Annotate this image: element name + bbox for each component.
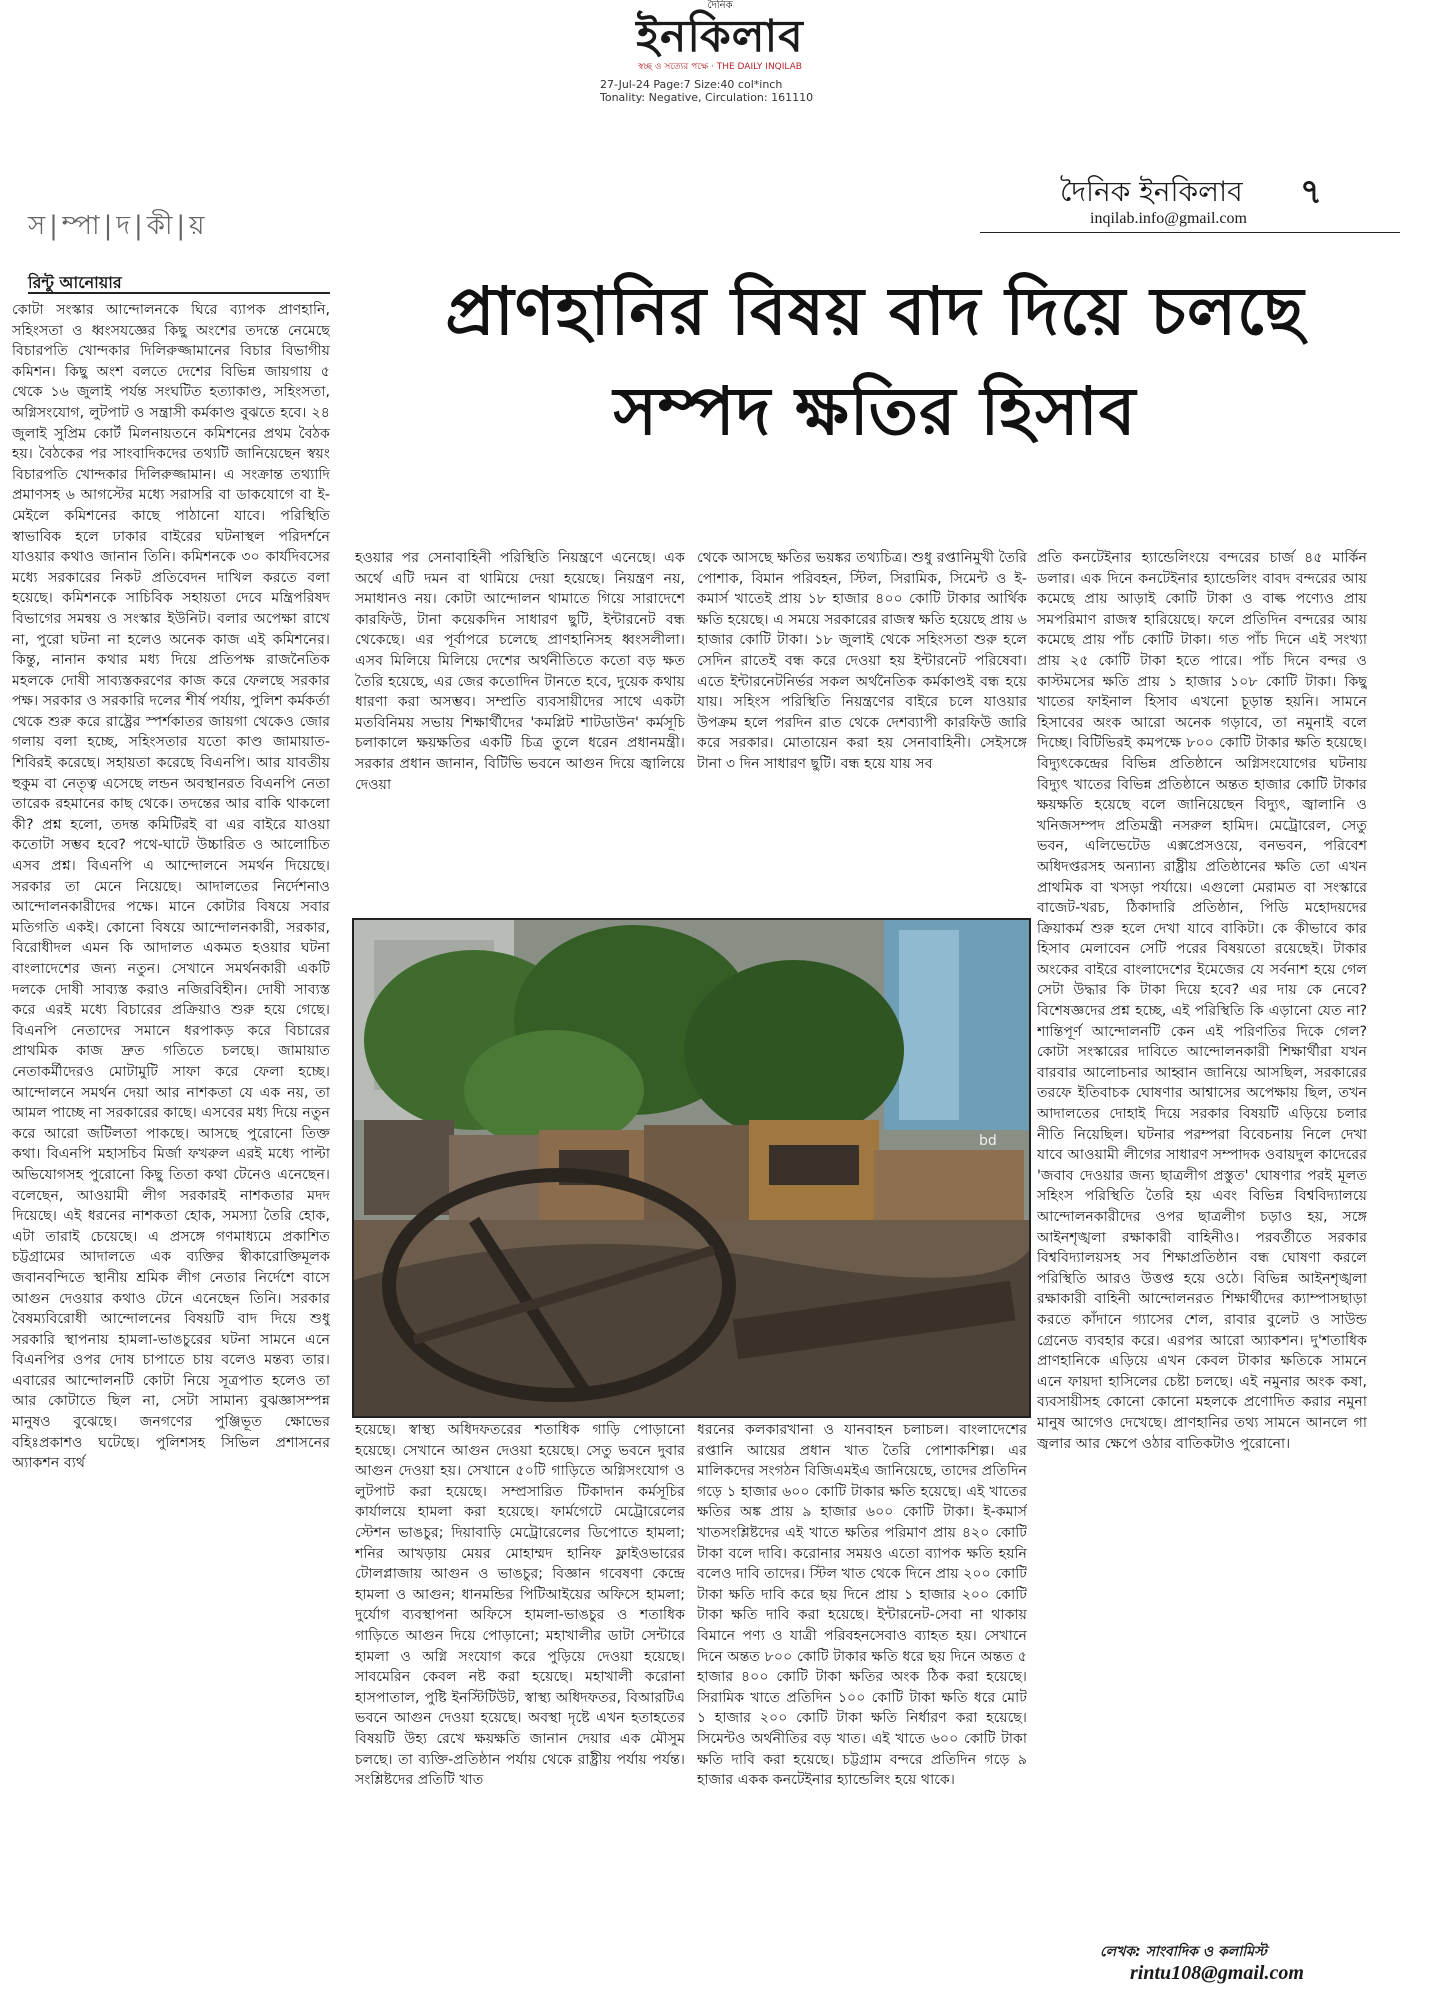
article-column-3-bottom <box>697 1420 1027 1995</box>
author-email: rintu108@gmail.com <box>1130 1962 1304 1984</box>
masthead-top-line: দৈনিক <box>707 0 733 11</box>
article-text-col3-bottom: ধরনের কলকারখানা ও যানবাহন চলাচল। বাংলাদেশের রপ্তানি আয়ের প্রধান খাত তৈরি পোশাকশিল্প। এর মালিকদের সংগঠন বিজিএমইএ জানিয়েছে, তাদের প্রতিদিন গড়ে ১ হাজার ৬০০ কোটি টাকার ক্ষতি হয়েছে। এই খাতের ক্ষতির অঙ্ক প্রায় ৯ হাজার ৬০০ কোটি টাকা। ই-কমার্স খাতসংশ্লিষ্টদের এই খাতে ক্ষতির পরিমাণ প্রায় ৪২০ কোটি টাকা বলে দাবি। করোনার সময়ও এতো ব্যাপক ক্ষতি হয়নি বলেও দাবি তাদের। স্টিল খাত থেকে দিনে প্রায় ২০০ কোটি টাকা ক্ষতি দাবি করে ছয় দিনে প্রায় ১ হাজার ২০০ কোটি টাকা ক্ষতি দাবি করা হয়েছে। ইন্টারনেট-সেবা না থাকায় বিমানে পণ্য ও যাত্রী পরিবহনসেবাও ব্যাহত হয়। সেখানে দিনে অন্তত ৮০০ কোটি টাকার ক্ষতি ধরে ছয় দিনে অন্তত ৫ হাজার ৪০০ কোটি টাকা ক্ষতির অংক ঠিক করা হয়েছে। সিরামিক খাতে প্রতিদিন ১০০ কোটি টাকা ক্ষতি ধরে মোট ১ হাজার ২০০ কোটি টাকা ক্ষতি নির্ধারণ করা হয়েছে। সিমেন্টও অর্থনীতির বড় খাত। এই খাতে ৬০০ কোটি টাকা ক্ষতি দাবি করা হয়েছে। চট্টগ্রাম বন্দরে প্রতিদিন গড়ে ৯ হাজার একক কনটেইনার হ্যান্ডেলিং হয়ে থাকে। <box>697 1422 1027 1789</box>
clip-meta <box>600 78 840 104</box>
masthead-slogan: স্বচ্ছ ও সত্যের পক্ষে <box>638 62 709 72</box>
headline <box>345 262 1405 462</box>
section-label: স|ম্পা|দ|কী|য় <box>28 211 209 241</box>
article-text-col1: কোটা সংস্কার আন্দোলনকে ঘিরে ব্যাপক প্রাণহানি, সহিংসতা ও ধ্বংসযজ্ঞের কিছু অংশের তদন্তে নেমেছে বিচারপতি খোন্দকার দিলিরুজ্জামানের বিচার বিভাগীয় কমিশন। কিছু অংশ বলতে দেশের বিভিন্ন জায়গায় ৫ থেকে ১৬ জুলাই পর্যন্ত সংঘটিত হত্যাকাণ্ড, সহিংসতা, অগ্নিসংযোগ, লুটপাট ও সন্ত্রাসী কর্মকাণ্ড বুঝতে হবে। ২৪ জুলাই সুপ্রিম কোর্ট মিলনায়তনে কমিশনের প্রথম বৈঠক হয়। বৈঠকের পর সাংবাদিকদের তথ্যটি জানিয়েছেন স্বয়ং বিচারপতি খোন্দকার দিলিরুজ্জামান। এ সংক্রান্ত তথ্যাদি প্রমাণসহ ৬ আগস্টের মধ্যে সরাসরি বা ডাকযোগে বা ই-মেইলে কমিশনের কাছে পাঠানো যাবে। পরিস্থিতি স্বাভাবিক হলে ঢাকার বাইরের ঘটনাস্থল পরিদর্শনে যাওয়ার কথাও জানান তিনি। কমিশনকে ৩০ কার্যদিবসের মধ্যে সরকারের নিকট প্রতিবেদন দাখিল করতে বলা হয়েছে। কমিশনকে সাচিবিক সহায়তা দেবে মন্ত্রিপরিষদ বিভাগের সমন্বয় ও সংস্কার ইউনিট। বলার অপেক্ষা রাখে না, পুরো ঘটনা না হলেও অনেক কাজ এই কমিশনের। কিন্তু, নানান কথার মধ্য দিয়ে প্রতিপক্ষ রাজনৈতিক মহলকে দোষী সাব্যস্তকরণের কাজ করে ফেলছে সরকার পক্ষ। সরকার ও সরকারি দলের শীর্ষ পর্যায়, পুলিশ কর্মকর্তা থেকে শুরু করে রাষ্ট্রের স্পর্শকাতর জায়গা থেকেও জোর গলায় বলা হচ্ছে, সহিংসতার যতো কাণ্ড জামায়াত-শিবিরই করেছে। সহায়তা করেছে বিএনপি। আর যাবতীয় হুকুম বা নেতৃত্ব এসেছে লন্ডন অবস্থানরত বিএনপি নেতা তারেক রহমানের কাছ থেকে। তদন্তের আর বাকি থাকলো কী? প্রশ্ন হলো, তদন্ত কমিটিরই বা এর বাইরে যাওয়া কতোটা সম্ভব হবে? পথে-ঘাটে উচ্চারিত ও আলোচিত এসব প্রশ্ন। বিএনপি এ আন্দোলনে সমর্থন দিয়েছে। সরকার তা মেনে নিয়েছে। আদালতের নির্দেশনাও আন্দোলনকারীদের পক্ষে। মানে কোটার বিষয়ে সবার মতিগতি একই। কোনো বিষয়ে আন্দোলনকারী, সরকার, বিরোধীদল এমন কি আদালত একমত হওয়ার ঘটনা বাংলাদেশের জন্য নতুন। সেখানে সমর্থনকারী একটি দলকে দোষী সাব্যস্ত করাও নজিরবিহীন। দোষী সাব্যস্ত করে এরই মধ্যে বিচারের প্রক্রিয়াও শুরু হয়ে গেছে। বিএনপি নেতাদের সমানে ধরপাকড় করে বিচারের প্রাথমিক কাজ দ্রুত গতিতে চলছে। জামায়াত নেতাকর্মীদেরও মোটামুটি সাফা করে ফেলা হচ্ছে। আন্দোলনে সমর্থন দেয়া আর নাশকতা যে এক নয়, তা আমল পাচ্ছে না সরকারের কাছে। এসবের মধ্য দিয়ে নতুন করে আরো জটিলতা পাকছে। আসছে পুরোনো তিক্ত কথা। বিএনপি মহাসচিব মির্জা ফখরুল এরই মধ্যে পাল্টা অভিযোগসহ পুরোনো কিছু তিতা কথা টেনেও এনেছেন। বলেছেন, আওয়ামী লীগ সরকারই নাশকতার মদদ দিয়েছে। এই ধরনের নাশকতা হোক, সমস্যা তৈরি হোক, এটা তারাই চেয়েছে। এ প্রসঙ্গে গণমাধ্যমে প্রকাশিত চট্টগ্রামের আদালতে এক ব্যক্তির স্বীকারোক্তিমূলক জবানবন্দিতে স্থানীয় শ্রমিক লীগ নেতার নির্দেশে বাসে আগুন দেওয়ার কথাও টেনে এনেছেন তিনি। সরকার বৈষম্যবিরোধী আন্দোলনের বিষয়টি বাদ দিয়ে শুধু সরকারি স্থাপনায় হামলা-ভাঙচুরের ঘটনা সামনে এনে বিএনপির ওপর দোষ চাপাতে চায় বলেও মন্তব্য তার। এবারের আন্দোলনটি কোটা নিয়ে সূত্রপাত হলেও তা আর কোটাতে ছিল না, সেটা সামান্য বুঝজ্ঞাসম্পন্ন মানুষও বুঝেছে। জনগণের পুঞ্জিভূত ক্ষোভের বহিঃপ্রকাশও ঘটেছে। পুলিশসহ সিভিল প্রশাসনের অ্যাকশন ব্যর্থ <box>12 302 330 1472</box>
article-text-col3-top: থেকে আসছে ক্ষতির ভয়ঙ্কর তথ্যচিত্র। শুধু রপ্তানিমুখী তৈরি পোশাক, বিমান পরিবহন, স্টিল, সিরামিক, সিমেন্ট ও ই-কমার্স খাতেই প্রায় ১৮ হাজার ৪০০ কোটি টাকার আর্থিক ক্ষতি হয়েছে। এ সময়ে সরকারের রাজস্ব ক্ষতি হয়েছে প্রায় ৬ হাজার কোটি টাকা। ১৮ জুলাই থেকে সহিংসতা শুরু হলে সেদিন রাতেই বন্ধ করে দেওয়া হয় ইন্টারনেট পরিষেবা। এতে ইন্টারনেটনির্ভর সকল অর্থনৈতিক কর্মকাণ্ডই বন্ধ হয়ে যায়। সহিংস পরিস্থিতি নিয়ন্ত্রণের বাইরে চলে যাওয়ার উপক্রম হলে পরদিন রাত থেকে দেশব্যাপী কারফিউ জারি করে সরকার। মোতায়েন করা হয় সেনাবাহিনী। সেইসঙ্গে টানা ৩ দিন সাধারণ ছুটি। বন্ধ হয়ে যায় সব <box>697 550 1027 772</box>
article-column-3-top <box>697 548 1027 873</box>
author-name: রিন্টু আনোয়ার <box>28 273 122 292</box>
article-text-col4: প্রতি কনটেইনার হ্যান্ডেলিংয়ে বন্দরের চার্জ ৪৫ মার্কিন ডলার। এক দিনে কনটেইনার হ্যান্ডেলিং বাবদ বন্দরের আয় কমেছে প্রায় আড়াই কোটি টাকা ও বাল্ক পণ্যেও প্রায় সমপরিমাণ রাজস্ব হারিয়েছে। ফলে প্রতিদিন বন্দরের আয় কমেছে প্রায় পাঁচ কোটি টাকা। গত পাঁচ দিনে এই সংখ্যা প্রায় ২৫ কোটি টাকা হতে পারে। পাঁচ দিনে বন্দর ও কাস্টমসের ক্ষতি প্রায় ১ হাজার ১০৮ কোটি টাকা। কিছু খাতের ফাইনাল হিসাব এখনো চূড়ান্ত হয়নি। সামনে হিসাবের অংক আরো অনেক গড়াবে, তা নমুনাই বলে দিচ্ছে। বিটিভিরই কমপক্ষে ৮০০ কোটি টাকার ক্ষতি হয়েছে। বিদ্যুৎকেন্দ্রের বিভিন্ন প্রতিষ্ঠানে অগ্নিসংযোগের ঘটনায় বিদ্যুৎ খাতের বিভিন্ন প্রতিষ্ঠানে অন্তত হাজার কোটি টাকার ক্ষয়ক্ষতি হয়েছে বলে জানিয়েছেন বিদ্যুৎ, জ্বালানি ও খনিজসম্পদ প্রতিমন্ত্রী নসরুল হামিদ। মেট্রোরেল, সেতু ভবন, এলিভেটেড এক্সপ্রেসওয়ে, বনভবন, পরিবেশ অধিদপ্তরসহ অন্যান্য রাষ্ট্রীয় প্রতিষ্ঠানের ক্ষতি তো এখন প্রাথমিক বা খসড়া পর্যায়ে। এগুলো মেরামত বা সংস্কারে বাজেট-খরচ, ঠিকাদারি প্রতিষ্ঠান, পিডি মহোদয়দের ক্রিয়াকর্ম শুরু হলে দেখা যাবে বাকিটা। কে কীভাবে কার হিসাব মেলাবেন সেটি পরের বিষয়তো রয়েছেই। টাকার অংকের বাইরে বাংলাদেশের ইমেজের যে সর্বনাশ হয়ে গেল সেটা উদ্ধার কি টাকা দিয়ে হবে? এর দায় কে নেবে? বিশেষজ্ঞদের প্রশ্ন হচ্ছে, এই পরিস্থিতি কি এড়ানো যেত না? শান্তিপূর্ণ আন্দোলনটি কেন এই পরিণতির দিকে গেল? কোটা সংস্কারের দাবিতে আন্দোলনকারী শিক্ষার্থীরা যখন বারবার আলোচনার আহ্বান জানিয়ে আসছিল, সরকারের তরফে ইতিবাচক ঘোষণার আশ্বাসের অপেক্ষায় ছিল, তখন আদালতের দোহাই দিয়ে সরকার বিষয়টি এড়িয়ে চলার নীতি নিয়েছিল। ঘটনার পরম্পরা বিবেচনায় নিলে দেখা যাবে আওয়ামী লীগের সাধারণ সম্পাদক ওবায়দুল কাদেরের 'জবাব দেওয়ার জন্য ছাত্রলীগ প্রস্তুত' ঘোষণার পরই মূলত সহিংস পরিস্থিতি তৈরি হয় এবং বিভিন্ন বিশ্ববিদ্যালয়ে আন্দোলনকারীদের ওপর ছাত্রলীগ চড়াও হয়, সঙ্গে আইনশৃঙ্খলা রক্ষাকারী বাহিনীও। পরবর্তীতে সরকার বিশ্ববিদ্যালয়সহ সব শিক্ষাপ্রতিষ্ঠান বন্ধ ঘোষণা করলে পরিস্থিতি আরও উত্তপ্ত হয়ে ওঠে। বিভিন্ন আইনশৃঙ্খলা রক্ষাকারী বাহিনী আন্দোলনরত শিক্ষার্থীদের ক্যাম্পাসছাড়া করতে কাঁদানে গ্যাসের শেল, রাবার বুলেট ও সাউন্ড গ্রেনেড ব্যবহার করে। এরপর আরো অ্যাকশন। দু'শতাধিক প্রাণহানিকে এড়িয়ে এখন কেবল টাকার ক্ষতিকে সামনে এনে ফায়দা হাসিলের চেষ্টা চলছে। এই নমুনার অংক কষা, ব্যবসায়ীসহ কোনো কোনো মহলকে প্রণোদিত করার নমুনা মানুষ আগেও দেখেছে। প্রাণহানির তথ্য সামনে আনলে গা জ্বলার আর ক্ষেপে ওঠার বাতিকটাও পুরোনো। <box>1037 550 1367 1452</box>
clip-meta-line1: 27-Jul-24 Page:7 Size:40 col*inch <box>600 78 783 91</box>
masthead-english: THE DAILY INQILAB <box>716 62 802 72</box>
headline-line1: প্রাণহানির বিষয় বাদ দিয়ে চলছে <box>445 273 1305 350</box>
headline-line2: সম্পদ ক্ষতির হিসাব <box>613 373 1137 450</box>
article-column-4 <box>1037 548 1367 1908</box>
paper-name: দৈনিক ইনকিলাব <box>1060 175 1243 208</box>
masthead-title: ইনকিলাব <box>636 11 804 62</box>
article-text-col2-top: হওয়ার পর সেনাবাহিনী পরিস্থিতি নিয়ন্ত্রণে এনেছে। এক অর্থে এটি দমন বা থামিয়ে দেয়া হয়েছে। নিয়ন্ত্রণ নয়, সমাধানও নয়। কোটা আন্দোলন থামাতে গিয়ে সারাদেশে কারফিউ, টানা কয়েকদিন সাধারণ ছুটি, ইন্টারনেট বন্ধ থেকেছে। এর পূর্বাপরে চলেছে প্রাণহানিসহ ধ্বংসলীলা। এসব মিলিয়ে মিলিয়ে দেশের অর্থনীতিতে কতো বড় ক্ষত তৈরি হয়েছে, এর জের কতোদিন টানতে হবে, দুয়েক কথায় ধারণা করা অসম্ভব। সম্প্রতি ব্যবসায়ীদের সাথে একটা মতবিনিময় সভায় শিক্ষার্থীদের 'কমপ্লিট শাটডাউন' কর্মসূচি চলাকালে ক্ষয়ক্ষতির একটি চিত্র তুলে ধরেন প্রধানমন্ত্রী। সরকার প্রধান জানান, বিটিভি ভবনে আগুন দিয়ে জ্বালিয়ে দেওয়া <box>355 550 685 793</box>
masthead-logo: দৈনিক ইনকিলাব স্বচ্ছ ও সত্যের পক্ষে · THE DAILY INQILAB <box>560 0 880 72</box>
author-byline: লেখক: সাংবাদিক ও কলামিস্ট <box>1100 1944 1267 1960</box>
article-column-1 <box>12 300 330 2000</box>
article-column-2-top <box>355 548 685 873</box>
article-text-col2-bottom: হয়েছে। স্বাস্থ্য অধিদফতরের শতাধিক গাড়ি পোড়ানো হয়েছে। সেখানে আগুন দেওয়া হয়েছে। সেতু ভবনে দুবার আগুন দেওয়া হয়। সেখানে ৫০টি গাড়িতে অগ্নিসংযোগ ও লুটপাট করা হয়েছে। সম্প্রসারিত টিকাদান কর্মসূচির কার্যালয়ে হামলা করা হয়েছে। ফার্মগেটে মেট্রোরেলের স্টেশন ভাঙচুর; দিয়াবাড়ি মেট্রোরেলের ডিপোতে হামলা; শনির আখড়ায় মেয়র মোহাম্মদ হানিফ ফ্লাইওভারের টোলপ্লাজায় আগুন ও ভাঙচুর; বিজ্ঞান গবেষণা কেন্দ্রে হামলা ও আগুন; ধানমন্ডির পিটিআইয়ের অফিসে হামলা; দুর্যোগ ব্যবস্থাপনা অফিসে হামলা-ভাঙচুর ও শতাধিক গাড়িতে আগুন দিয়ে পোড়ানো; মহাখালীর ডাটা সেন্টারে হামলা ও অগ্নি সংযোগ করে পুড়িয়ে দেওয়া হয়েছে। সাবমেরিন কেবল নষ্ট করা হয়েছে। মহাখালী করোনা হাসপাতাল, পুষ্টি ইনস্টিটিউট, স্বাস্থ্য অধিদফতর, বিআরটিএ ভবনে আগুন দেওয়া হয়েছে। অবস্থা দৃষ্টে এখন হতাহতের বিষয়টি উহ্য রেখে ক্ষয়ক্ষতি জানান দেয়ার এক মৌসুম চলছে। তা ব্যক্তি-প্রতিষ্ঠান পর্যায় থেকে রাষ্ট্রীয় পর্যায় পর্যন্ত। সংশ্লিষ্টদের প্রতিটি খাত <box>355 1422 685 1789</box>
photo-credit: bd <box>979 1133 997 1149</box>
header-rule <box>980 232 1400 233</box>
clip-meta-line2: Tonality: Negative, Circulation: 161110 <box>600 91 814 104</box>
article-column-2-bottom <box>355 1420 685 1995</box>
article-photo-burned-vehicles <box>352 918 1031 1418</box>
photo-illustration <box>354 920 1029 1416</box>
author-rule <box>28 292 330 294</box>
page-number: ৭ <box>1300 172 1323 212</box>
paper-email: inqilab.info@gmail.com <box>1090 210 1247 227</box>
